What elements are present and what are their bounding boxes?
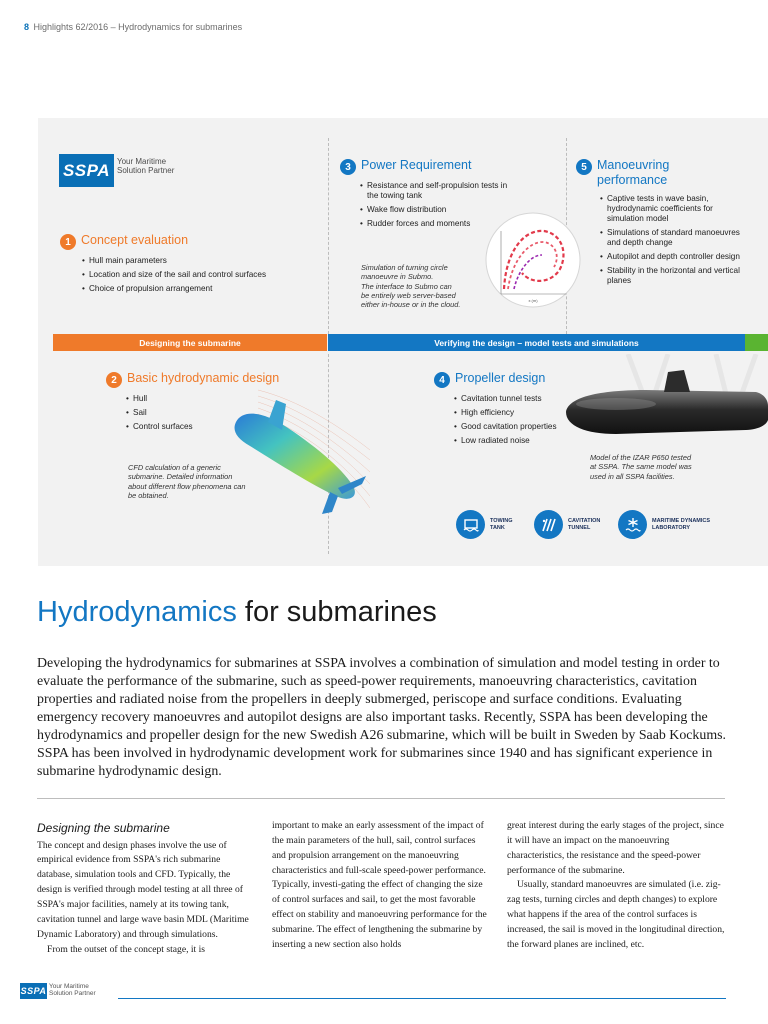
title-line: performance (597, 173, 668, 187)
step-manoeuvring (576, 158, 669, 188)
logo-tagline-1: Your Maritime (49, 983, 89, 991)
bullet-item: • Rudder forces and moments (360, 219, 520, 229)
step-number: 3 (340, 159, 356, 175)
step-title: Propeller design (455, 371, 546, 385)
article-title-highlight: Hydrodynamics (37, 596, 237, 628)
facility-label: TANK (490, 524, 505, 531)
article-title-rest: for submarines (236, 596, 437, 628)
maritime-lab-icon (618, 510, 647, 539)
cfd-submarine-image (218, 380, 370, 530)
facility-label: MARITIME DYNAMICS (652, 517, 711, 524)
caption-line: be obtained. (128, 490, 169, 500)
bullet-item: • Sail (126, 408, 236, 418)
caption-line: CFD calculation of a generic (128, 463, 221, 472)
bullet-item: • High efficiency (454, 408, 559, 418)
step-title: Basic hydrodynamic design (127, 371, 280, 385)
body-paragraph: great interest during the early stages of the project, since it will have an impact on the manoeuvring characteristics, the resistance and the speed-power performance of the submarine. (507, 820, 724, 876)
body-paragraph: important to make an early assessment of the impact of the main parameters of the hull, sail, control surfaces and propulsion arrangement on the manoeuvring characteristics and full-scale speed-power performance. Typically, investi-gating the effect of changing the size of control surfaces and sail, to get the most favorable effect on stability and manoeuvring performance for the submarine. The effect of lengthening the submarine by inserting a new section also holds (272, 820, 487, 950)
step-title (597, 158, 669, 188)
page-number: 8 (24, 22, 30, 32)
column-1 (37, 819, 255, 957)
bullet-item: • Choice of propulsion arrangement (82, 284, 322, 294)
caption-line: submarine. Detailed information (128, 472, 233, 482)
bullet-item: • Stability in the horizontal and vertical planes (600, 266, 740, 286)
bullet-item: • Control surfaces (126, 422, 236, 432)
body-paragraph: The concept and design phases involve the use of empirical evidence from SSPA's rich submarine database, simulation tools and CFD. Typically, the design is verified through model testing at all three of SSPA's major facilities, namely at its towing tank, cavitation tunnel and large wave basin MDL (Maritime Dynamic Laboratory) and through simulations. (37, 839, 249, 940)
body-paragraph: Usually, standard manoeuvres are simulated (i.e. zig-zag tests, turning circles and depth changes) to explore what happens if the area of the control surfaces is increased, the sail is moved in the longitudinal direction, the forward planes are inclined, etc. (507, 879, 725, 950)
bullet-item: • Wake flow distribution (360, 205, 520, 215)
submo-caption (361, 263, 493, 309)
caption-line: The interface to Submo can (361, 281, 452, 291)
towing-tank-icon (456, 510, 485, 539)
facility-label: CAVITATION (568, 517, 601, 524)
manoeuvring-bullets (600, 194, 740, 290)
bullet-item: • Hull main parameters (82, 256, 322, 266)
step-power-requirement (340, 158, 471, 175)
facility-cavitation-tunnel (534, 510, 600, 539)
article-title (37, 596, 437, 629)
step-propeller-design (434, 371, 545, 388)
concept-bullets (82, 256, 322, 298)
turning-circle-plot (484, 211, 582, 309)
caption-line: be entirely web server-based (361, 290, 456, 300)
body-paragraph: From the outset of the concept stage, it is (47, 943, 205, 955)
bullet-item: • Simulations of standard manoeuvres and depth change (600, 228, 740, 248)
step-concept-evaluation (60, 233, 188, 250)
cavitation-tunnel-icon (534, 510, 563, 539)
title-line: Manoeuvring (597, 158, 670, 172)
logo-tagline-2: Solution Partner (49, 990, 96, 997)
logo-tagline-2: Solution Partner (117, 165, 175, 175)
caption-line: either in-house or in the cloud. (361, 300, 461, 309)
submarine-model-image (556, 354, 768, 454)
logo-mark: SSPA (20, 983, 47, 999)
step-number: 5 (576, 159, 592, 175)
facility-label: LABORATORY (652, 524, 691, 531)
infographic (38, 118, 768, 566)
band-designing: Designing the submarine (53, 334, 327, 351)
logo-tagline-1: Your Maritime (117, 157, 167, 167)
facility-towing-tank (456, 510, 513, 539)
step-number: 4 (434, 372, 450, 388)
step-title: Concept evaluation (81, 233, 189, 247)
band-verifying: Verifying the design – model tests and simulations (328, 334, 745, 351)
bullet-item: • Captive tests in wave basin, hydrodynamic coefficients for simulation model (600, 194, 740, 224)
step-title: Power Requirement (361, 158, 472, 172)
header-text: Highlights 62/2016 – Hydrodynamics for submarines (33, 22, 243, 32)
page-header (24, 22, 242, 32)
logo-mark: SSPA (59, 154, 114, 187)
footer-rule (118, 998, 726, 999)
footer-sspa-logo (20, 983, 96, 999)
band-green-tab (745, 334, 768, 351)
caption-line: at SSPA. The same model was (590, 462, 692, 472)
facility-maritime-lab (618, 510, 710, 539)
caption-line: Simulation of turning circle (361, 263, 448, 272)
lead-paragraph: Developing the hydrodynamics for submarines at SSPA involves a combination of simulation and model testing in order to evaluate the performance of the submarine, such as speed-power requirements, manoeuvring characteristics, cavitation properties and radiated noise from the propellers in deeply submerged, periscope and surface conditions. Evaluating emergency recovery manoeuvres and autopilot designs are also important tasks. Recently, SSPA has been developing the hydrodynamics and propeller design for the new Swedish A26 submarine, which will be built in Sweden by Saab Kockums. SSPA has been involved in hydrodynamic development work for submarines since 1940 and has significant experience in submarine hydrodynamic design. (37, 656, 727, 780)
caption-line: about different flow phenomena can (128, 481, 246, 491)
step-number: 2 (106, 372, 122, 388)
bullet-item: • Good cavitation properties (454, 422, 559, 432)
section-heading: Designing the submarine (37, 821, 170, 835)
caption-line: Model of the IZAR P650 tested (590, 453, 692, 462)
column-3 (507, 819, 725, 953)
bullet-item: • Low radiated noise (454, 436, 559, 446)
column-2 (272, 819, 490, 953)
bullet-item: • Cavitation tunnel tests (454, 394, 559, 404)
plot-axis-label: x (m) (528, 298, 538, 303)
izar-caption (590, 453, 740, 481)
bullet-item: • Resistance and self-propulsion tests in the towing tank (360, 181, 520, 201)
bullet-item: • Location and size of the sail and control surfaces (82, 270, 322, 280)
sspa-logo (59, 154, 174, 187)
facility-label: TOWING (490, 517, 513, 524)
caption-line: manoeuvre in Submo. (361, 272, 434, 282)
divider-line (328, 138, 329, 334)
bullet-item: • Autopilot and depth controller design (600, 252, 740, 262)
caption-line: used in all SSPA facilities. (590, 471, 675, 481)
section-divider (37, 798, 725, 799)
facility-label: TUNNEL (568, 524, 591, 531)
step-number: 1 (60, 234, 76, 250)
propeller-bullets (454, 394, 559, 450)
bullet-item: • Hull (126, 394, 236, 404)
